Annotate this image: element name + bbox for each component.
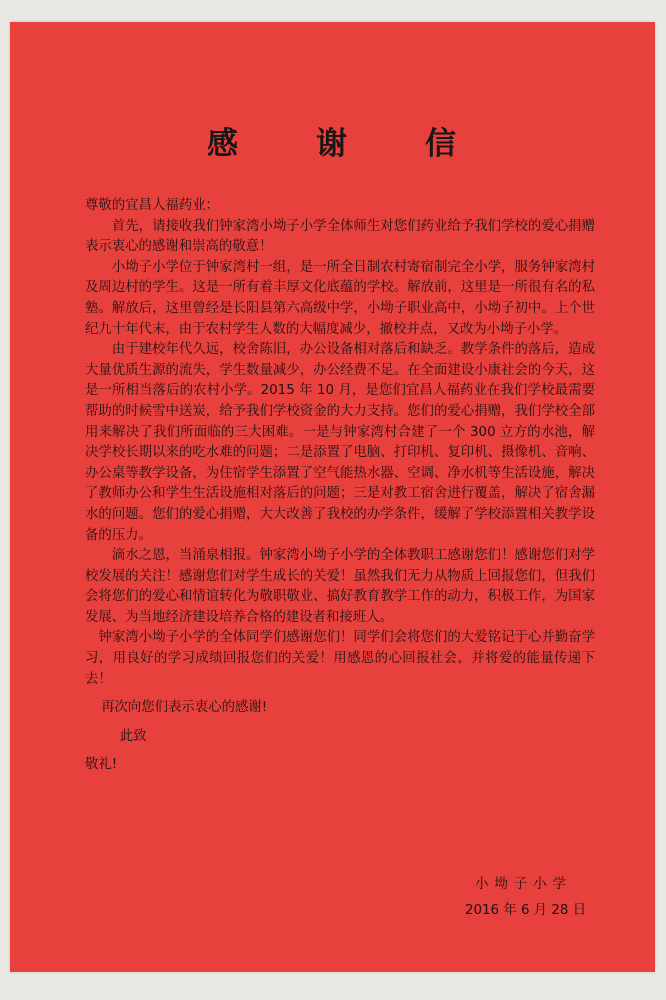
closing-li: 敬礼! bbox=[85, 757, 118, 773]
salutation: 尊敬的宜昌人福药业： bbox=[85, 198, 219, 213]
signature-block bbox=[465, 872, 605, 924]
signature-date: 2016 年 6 月 28 日 bbox=[465, 903, 587, 918]
letter-body bbox=[85, 196, 595, 776]
paragraph: 小坳子小学位于钟家湾村一组，是一所全日制农村寄宿制完全小学，服务钟家湾村及周边村的学生。这是一所有着丰厚文化底蕴的学校。解放前，这里是一所很有名的私塾。解放后，这里曾经是长阳县第六高级中学，小坳子职业高中，小坳子初中。上个世纪九十年代末，由于农村学生人数的大幅度减少，撤校并点，又改为小坳子小学。 bbox=[85, 259, 595, 337]
letter-paper bbox=[10, 22, 655, 972]
title-char: 信 bbox=[425, 126, 458, 162]
paragraph: 首先，请接收我们钟家湾小坳子小学全体师生对您们药业给予我们学校的爱心捐赠表示衷心的感谢和崇高的敬意！ bbox=[85, 218, 595, 255]
paragraph: 滴水之恩，当涌泉相报。钟家湾小坳子小学的全体教职工感谢您们！感谢您们对学校发展的关注！感谢您们对学生成长的关爱！虽然我们无力从物质上回报您们，但我们会将您们的爱心和情谊转化为敬职敬业、搞好教育教学工作的动力，积极工作，为国家发展、为当地经济建设培养合格的建设者和接班人。 bbox=[85, 548, 595, 625]
title-char: 感 bbox=[207, 126, 240, 162]
closing-ci: 此致 bbox=[119, 728, 147, 744]
signature-org: 小坳子小学 bbox=[475, 877, 572, 892]
paragraph: 钟家湾小坳子小学的全体同学们感谢您们！同学们会将您们的大爱铭记于心并勤奋学习，用良好的学习成绩回报您们的关爱！用感恩的心回报社会，并将爱的能量传递下去！ bbox=[85, 630, 595, 687]
paragraph: 由于建校年代久远，校舍陈旧，办公设备相对落后和缺乏。教学条件的落后，造成大量优质生源的流失，学生数量减少，办公经费不足。在全面建设小康社会的今天，这是一所相当落后的农村小学。2015 年 10 月，是您们宜昌人福药业在我们学校最需要帮助的时候雪中送炭，给予我们学校资金的大力支持。您们的爱心捐赠，我们学校全部用来解决了我们所面临的三大困难。一是与钟家湾村合建了一个 300 立方的水池，解决学校长期以来的吃水难的问题；二是添置了电脑、打印机、复印机、摄像机、音响、办公桌等教学设备，为住宿学生添置了空气能热水器、空调、净水机等生活设施，解决了教师办公和学生生活设施相对落后的问题；三是对教工宿舍进行覆盖，解决了宿舍漏水的问题。您们的爱心捐赠，大大改善了我校的办学条件，缓解了学校添置相关教学设备的压力。 bbox=[85, 342, 595, 543]
closing-line: 再次向您们表示衷心的感谢! bbox=[101, 700, 268, 716]
title-char: 谢 bbox=[316, 126, 349, 162]
letter-title bbox=[10, 118, 655, 163]
